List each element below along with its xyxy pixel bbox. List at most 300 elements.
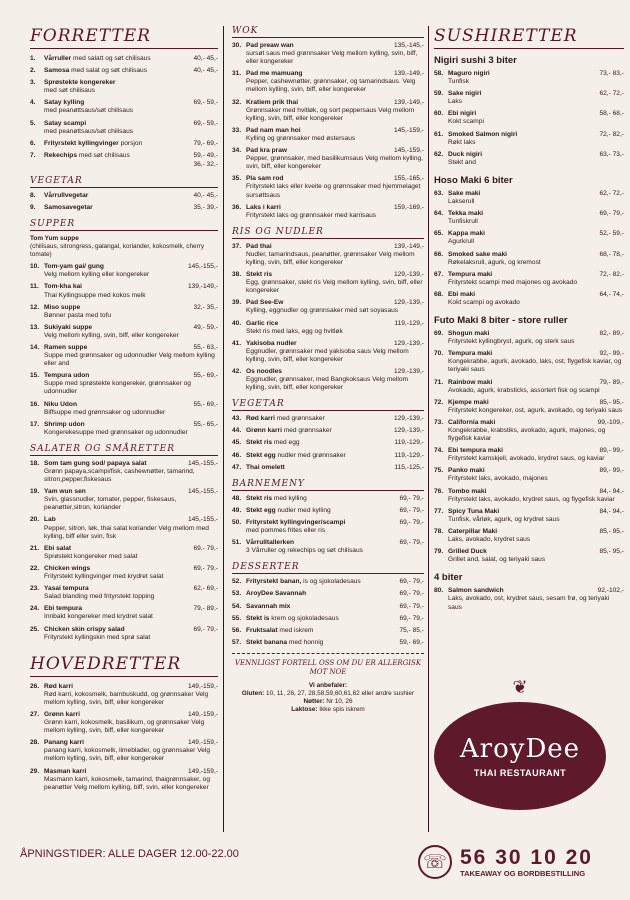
item-description: Thai Kyllingsuppe med kokos melk xyxy=(44,291,146,299)
item-name: Stekt ris xyxy=(246,439,273,447)
item-name-wrap xyxy=(246,271,394,279)
allergy-title: Vi anbefaler: xyxy=(308,681,348,689)
menu-item-row xyxy=(434,70,624,78)
section-title-supper: SUPPER xyxy=(30,219,218,231)
item-name-wrap xyxy=(44,565,193,573)
item-name: Samosavegetar xyxy=(44,204,93,212)
item-name-wrap xyxy=(44,545,193,553)
menu-item xyxy=(434,251,624,267)
item-price: 63,- 73,- xyxy=(599,150,624,158)
item-name-wrap xyxy=(246,452,394,460)
item-name: Os noodles xyxy=(246,368,282,375)
item-description: Suppe med sprøstekte kongereker, grønnsaker og udonnudler xyxy=(44,380,191,396)
item-price: 84,- 94,- xyxy=(599,507,624,515)
menu-item xyxy=(232,639,424,647)
nigiri-title: Nigiri sushi 3 biter xyxy=(434,55,517,66)
futo-list xyxy=(434,330,624,564)
item-price: 69,- 79,- xyxy=(599,210,624,218)
item-number: 25. xyxy=(30,625,40,633)
item-name-wrap xyxy=(246,42,394,50)
section-title-hovedretter: HOVEDRETTER xyxy=(30,654,218,677)
menu-item xyxy=(232,452,424,460)
item-number: 63. xyxy=(434,189,444,197)
menu-item-row xyxy=(434,291,624,299)
item-price: 69,- 59,- xyxy=(193,119,218,127)
menu-item-row xyxy=(30,152,218,160)
item-number: 6. xyxy=(30,139,36,147)
menu-item xyxy=(30,711,218,735)
item-description: Nudler, tamarindsaus, peanøtter, grønnsaker Velg mellom kylling, svin, biff, eller kongereker xyxy=(246,250,415,266)
item-price: 69,- 59,- xyxy=(193,99,218,107)
menu-item xyxy=(434,151,624,167)
phone-number[interactable]: 56 30 10 20 xyxy=(460,845,593,869)
item-name-wrap xyxy=(448,399,599,407)
menu-item xyxy=(434,210,624,226)
item-price: 145,-155,- xyxy=(187,488,218,496)
item-price: 40,- 45,- xyxy=(193,192,218,200)
item-price: 89,- 99,- xyxy=(599,467,624,475)
menu-item-row xyxy=(30,372,218,380)
item-name: Ebi tempura maki xyxy=(448,447,503,455)
menu-item xyxy=(434,379,624,395)
menu-item xyxy=(232,42,424,66)
menu-item-row xyxy=(30,768,218,776)
item-description: Kylling, eggnudler og grønnsaker med søt soyasaus xyxy=(246,307,399,315)
item-name-wrap xyxy=(246,427,394,435)
item-name: Stekt ris xyxy=(246,271,273,279)
item-price: 84,- 94,- xyxy=(599,487,624,495)
item-name: Yasai tempura xyxy=(44,585,89,593)
item-price: 85,- 95,- xyxy=(599,527,624,535)
menu-item-row xyxy=(30,739,218,747)
item-price: 115,-125,- xyxy=(394,463,424,471)
item-price: 73,- 83,- xyxy=(599,70,624,77)
item-extra: med søt chilisaus xyxy=(77,151,130,159)
item-name: Fruktsalat xyxy=(246,626,278,634)
item-number: 14. xyxy=(30,343,40,351)
menu-item xyxy=(232,175,424,199)
menu-item-row xyxy=(434,151,624,159)
item-name-wrap xyxy=(44,401,193,409)
barnemeny-list xyxy=(232,495,424,556)
item-description: Frityrstekt kamskjell, avokado, krydret saus, og kaviar xyxy=(448,455,605,463)
item-name: Sprøstekte kongereker xyxy=(44,79,116,87)
item-price: 139,-149,- xyxy=(393,242,424,250)
item-description: Tunfiskrull xyxy=(448,218,478,226)
item-name: California maki xyxy=(448,418,496,426)
menu-item-row xyxy=(232,70,424,78)
item-price: 69,- 79,- xyxy=(399,614,424,622)
item-name: Tom-kha kai xyxy=(44,283,82,291)
item-description: Eggnudler, grønnsaker, med Bangkoksaus Velg mellom kylling, svin, biff, eller kongereker xyxy=(246,376,409,392)
item-description: Bønner pasta med tofu xyxy=(44,311,112,319)
item-extra: med kylling xyxy=(272,494,307,502)
item-description: Røkelaksrull, agurk, og kremost xyxy=(448,258,541,266)
item-price: 69,- 79,- xyxy=(399,590,424,598)
item-extra: med iskrem xyxy=(277,626,314,634)
item-name-wrap xyxy=(44,488,188,496)
menu-item-row xyxy=(232,590,424,598)
item-number: 59. xyxy=(434,90,444,98)
menu-item-row xyxy=(434,350,624,358)
menu-item xyxy=(30,99,218,115)
hoso-title: Hoso Maki 6 biter xyxy=(434,174,513,186)
item-name-wrap xyxy=(448,230,599,238)
item-name-wrap xyxy=(448,330,599,338)
item-description: Innbakt kongereker med krydret salat xyxy=(44,613,153,621)
item-price: 79,- 69,- xyxy=(193,139,218,147)
item-number: 54. xyxy=(232,602,242,610)
item-price: 72,- 82,- xyxy=(599,130,624,138)
item-price: 62,- 69,- xyxy=(193,585,218,593)
item-description: panang karri, kokosmelk, limeblader, og grønnsaker Velg mellom kylling, svin, biff, eller kongereker xyxy=(44,747,211,763)
menu-item-row xyxy=(434,419,624,427)
menu-item-row xyxy=(30,605,218,613)
item-name: Pad See-Ew xyxy=(246,299,284,307)
item-price: 69,- 79,- xyxy=(193,625,218,633)
item-name-wrap xyxy=(448,587,598,595)
item-number: 35. xyxy=(232,175,242,183)
item-name-wrap xyxy=(44,605,193,613)
item-name-wrap xyxy=(448,251,599,259)
menu-item xyxy=(30,768,218,792)
item-price: 149,-159,- xyxy=(187,682,218,690)
vegetar2-list xyxy=(232,415,424,471)
item-name: Smoked Salmon nigiri xyxy=(448,130,518,138)
item-name: Stekt is xyxy=(246,614,270,622)
item-description: Sprøstekt kongereker med salat xyxy=(44,552,138,560)
item-description: Frityrstekt kyllingvinger med krydret salat xyxy=(44,573,164,581)
menu-item xyxy=(434,350,624,374)
item-number: 55. xyxy=(232,614,242,622)
item-description: Tunfisk xyxy=(448,78,470,86)
menu-item-row xyxy=(232,507,424,515)
item-description: med pommes frites eller ris xyxy=(246,527,326,535)
item-description: Frityrstekt kyllingbryst, agurk, og sterk saus xyxy=(448,338,575,346)
logo-subtitle: THAI RESTAURANT xyxy=(473,768,567,778)
item-name: Miso suppe xyxy=(44,303,81,311)
item-description: Frityrstekt laks, avokado, majones xyxy=(448,475,548,483)
lactose-label: Laktose: xyxy=(291,705,318,713)
item-extra: nudler med kylling xyxy=(275,506,331,514)
menu-item xyxy=(232,615,424,623)
tom-yum-desc: (chilisaus, sitrongress, galangal, koriander, kokosmelk, cherry tomate) xyxy=(30,243,205,259)
item-name-wrap xyxy=(246,519,399,527)
menu-item xyxy=(232,368,424,392)
item-number: 21. xyxy=(30,544,40,552)
menu-item-row xyxy=(30,344,218,352)
item-number: 12. xyxy=(30,303,40,311)
item-name: Ebi tempura xyxy=(44,605,83,613)
item-description: Grillet and, salat, og teriyaki saus xyxy=(448,556,546,564)
menu-item xyxy=(232,320,424,336)
item-name: Vårrulltallerken xyxy=(246,539,295,547)
item-number: 4. xyxy=(30,99,36,107)
item-description: Laks xyxy=(448,98,462,106)
menu-item-row xyxy=(30,192,218,200)
item-name-wrap xyxy=(44,304,193,312)
item-price: 62,- 72,- xyxy=(599,90,624,98)
menu-item-row xyxy=(30,263,218,271)
item-name-wrap xyxy=(44,140,193,148)
item-number: 3. xyxy=(30,79,36,87)
menu-item-row xyxy=(434,587,624,595)
menu-item xyxy=(30,605,218,621)
item-price: 149,-159,- xyxy=(187,710,218,718)
item-name-wrap xyxy=(246,603,399,611)
item-name: Garlic rice xyxy=(246,319,279,327)
item-extra: med grønnsaker xyxy=(274,415,325,423)
item-name: Pad thai xyxy=(246,242,272,250)
item-name: Kappa maki xyxy=(448,230,486,238)
item-price: 72,- 82,- xyxy=(599,270,624,278)
item-description: Frityrstekt laks eller kveite og grønnsaker med hjemmelaget sursøttsaus xyxy=(246,183,421,199)
item-price: 55,- 63,- xyxy=(193,343,218,351)
menu-item-row xyxy=(232,147,424,155)
menu-item xyxy=(30,421,218,437)
item-name: Salmon sandwich xyxy=(448,587,504,595)
item-name-wrap xyxy=(246,320,394,328)
four-list xyxy=(434,587,624,611)
leaf-icon: ❦ xyxy=(512,677,528,697)
item-extra: krem og sjokoladesaus xyxy=(269,614,339,622)
futo-title: Futo Maki 8 biter - store ruller xyxy=(434,315,568,327)
allergy-box xyxy=(232,653,424,714)
menu-item xyxy=(434,271,624,287)
menu-item xyxy=(30,545,218,561)
menu-item xyxy=(30,516,218,540)
item-name-wrap xyxy=(44,768,188,776)
item-extra: med honnig xyxy=(287,638,324,646)
menu-item xyxy=(30,565,218,581)
item-description: Grønn papaya,scampi/fisk, cashewnøtter, tamarind, sitron,pepper,fiskesaus xyxy=(44,468,195,484)
item-number: 72. xyxy=(434,398,444,406)
menu-item-row xyxy=(30,585,218,593)
item-name-wrap xyxy=(246,175,394,183)
item-description: Kongerekesuppe med grønnsaker og udonnudler xyxy=(44,428,188,436)
item-price: 58,- 68,- xyxy=(599,110,624,118)
item-price: 69,- 79,- xyxy=(399,578,424,586)
menu-item-row xyxy=(232,615,424,623)
menu-item-row xyxy=(232,320,424,328)
item-number: 34. xyxy=(232,147,242,155)
item-number: 18. xyxy=(30,459,40,467)
item-description: Tunfisk, vårløk, agurk, og krydret saus xyxy=(448,515,560,523)
item-number: 64. xyxy=(434,210,444,218)
hovedretter-list xyxy=(30,683,218,792)
gluten-label: Gluten: xyxy=(241,689,265,697)
item-description: Kokt scampi xyxy=(448,118,484,126)
item-description: Frityrstekt kongereker, ost, agurk, avokado, og teriyaki saus xyxy=(448,406,623,414)
item-description: Røkt laks xyxy=(448,138,476,146)
item-number: 23. xyxy=(30,585,40,593)
item-price: 85,- 95,- xyxy=(599,548,624,556)
item-description: Pepper, grønnsaker, med basilikumsaus Velg mellom kylling, svin, biff, eller kongereker xyxy=(246,155,424,171)
item-name-wrap xyxy=(246,70,394,78)
menu-item xyxy=(30,304,218,320)
item-number: 1. xyxy=(30,55,36,62)
item-price: 119,-129,- xyxy=(394,439,424,447)
phone-block xyxy=(418,838,618,886)
item-number: 2. xyxy=(30,67,36,75)
item-name: Tekka maki xyxy=(448,210,484,218)
item-name-wrap xyxy=(44,55,193,63)
tom-yum-name: Tom Yum suppe xyxy=(30,235,79,243)
item-number: 56. xyxy=(232,626,242,634)
salater-list xyxy=(30,460,218,642)
menu-item-row xyxy=(434,110,624,118)
menu-item xyxy=(30,460,218,484)
item-description: Pepper, cashewnøtter, grønnsaker, og tamarindsaus. Velg mellom kylling, svin, biff, eller kongereker xyxy=(246,78,416,94)
menu-item xyxy=(30,344,218,368)
item-name-wrap xyxy=(448,467,599,475)
menu-item-row xyxy=(434,379,624,387)
item-number: 17. xyxy=(30,420,40,428)
item-name-wrap xyxy=(448,110,599,118)
item-name-wrap xyxy=(44,344,193,352)
menu-item xyxy=(232,439,424,447)
menu-item-row xyxy=(434,508,624,516)
item-number: 51. xyxy=(232,539,242,547)
item-price: 129,-139,- xyxy=(393,368,424,375)
menu-item xyxy=(232,415,424,423)
item-number: 8. xyxy=(30,192,36,200)
menu-item xyxy=(434,190,624,206)
item-name: Rød karri xyxy=(246,415,275,423)
menu-item-row xyxy=(232,578,424,586)
menu-item xyxy=(30,204,218,212)
logo xyxy=(420,677,620,822)
menu-item-row xyxy=(232,539,424,547)
item-extra: nudler med grønnsaker xyxy=(275,451,346,459)
menu-item xyxy=(434,399,624,415)
nuts-label: Nøtter: xyxy=(303,697,325,705)
item-number: 74. xyxy=(434,447,444,455)
section-title-barnemeny: BARNEMENY xyxy=(232,479,424,491)
item-number: 43. xyxy=(232,415,242,423)
menu-item-row xyxy=(434,399,624,407)
item-number: 48. xyxy=(232,494,242,502)
logo-badge xyxy=(434,677,606,810)
menu-item xyxy=(434,419,624,443)
item-name: Vårrullvegetar xyxy=(44,192,89,200)
phone-icon: ☏ xyxy=(418,845,452,879)
menu-item-row xyxy=(434,330,624,338)
menu-item-row xyxy=(232,204,424,212)
nigiri-list xyxy=(434,70,624,167)
item-number: 57. xyxy=(232,638,242,646)
item-number: 79. xyxy=(434,548,444,556)
item-price: 79,- 89,- xyxy=(599,378,624,386)
menu-item-row xyxy=(30,401,218,409)
item-number: 5. xyxy=(30,119,36,127)
menu-item-row xyxy=(434,271,624,279)
item-number: 49. xyxy=(232,506,242,514)
item-description: Frityrstekt kyllingskin med sprø salat xyxy=(44,633,151,641)
menu-item xyxy=(434,488,624,504)
menu-item-row xyxy=(30,304,218,312)
item-number: 46. xyxy=(232,451,242,459)
item-name-wrap xyxy=(246,243,394,251)
item-number: 75. xyxy=(434,467,444,475)
menu-item-row xyxy=(30,565,218,573)
item-name: Frityrstekt banan, xyxy=(246,578,302,586)
item-name: Frityrstekt kyllingvinger/scampi xyxy=(246,518,346,526)
item-name-wrap xyxy=(448,131,599,139)
item-number: 69. xyxy=(434,330,444,338)
item-name-wrap xyxy=(44,626,193,634)
menu-item xyxy=(30,120,218,136)
menu-item xyxy=(30,192,218,200)
item-name-wrap xyxy=(44,683,188,691)
menu-item xyxy=(434,508,624,524)
item-name-wrap xyxy=(246,627,399,635)
menu-item-row xyxy=(434,210,624,218)
item-number: 80. xyxy=(434,587,444,595)
item-name: Tempura maki xyxy=(448,270,493,278)
item-description: Avokado, agurk, krabsticks, assortert fisk og scampi xyxy=(448,386,600,394)
item-price: 129,-139,- xyxy=(393,415,424,423)
column-left xyxy=(30,26,218,796)
menu-item-row xyxy=(434,90,624,98)
menu-item-row xyxy=(30,626,218,634)
item-name: Rekechips xyxy=(44,151,77,159)
menu-item-row xyxy=(30,460,218,468)
item-price: 40,- 45,- xyxy=(193,67,218,75)
item-name-wrap xyxy=(44,739,188,747)
menu-item xyxy=(232,243,424,267)
menu-item-row xyxy=(30,67,218,75)
item-name: Sukiyaki suppe xyxy=(44,323,93,331)
item-number: 62. xyxy=(434,150,444,158)
menu-item xyxy=(30,152,218,160)
menu-item xyxy=(232,603,424,611)
item-price: 69,- 79,- xyxy=(193,544,218,552)
item-price: 69,- 79,- xyxy=(399,506,424,514)
wok-list xyxy=(232,42,424,220)
item-price: 145,-159,- xyxy=(393,147,424,155)
item-name: Smoked sake maki xyxy=(448,250,508,258)
item-number: 47. xyxy=(232,463,242,471)
menu-item-row xyxy=(30,55,218,63)
item-name-wrap xyxy=(44,421,193,429)
menu-item-row xyxy=(30,711,218,719)
column-middle xyxy=(232,26,424,714)
menu-item-row xyxy=(30,421,218,429)
menu-item xyxy=(232,507,424,515)
item-name-wrap xyxy=(448,350,599,358)
item-description: Laks, avokado, ost, krydret saus, sesam frø, og teriyaki saus xyxy=(448,595,610,611)
item-name: Tempura udon xyxy=(44,372,90,380)
menu-item-row xyxy=(30,516,218,524)
item-name: Duck nigiri xyxy=(448,150,483,158)
item-number: 19. xyxy=(30,488,40,496)
item-price: 69,- 79,- xyxy=(193,564,218,572)
section-title-vegetar2: VEGETAR xyxy=(232,399,424,411)
item-number: 32. xyxy=(232,98,242,106)
menu-item xyxy=(434,70,624,86)
menu-item xyxy=(30,55,218,63)
menu-item-row xyxy=(30,283,218,291)
item-name-wrap xyxy=(44,372,193,380)
item-number: 9. xyxy=(30,204,36,212)
item-name: Ebi salat xyxy=(44,544,72,552)
item-price: 139,-149,- xyxy=(393,70,424,78)
item-name: Kratiem prik thai xyxy=(246,98,299,106)
item-name: Tombo maki xyxy=(448,487,487,495)
item-name-wrap xyxy=(448,379,599,387)
menu-item-row xyxy=(232,427,424,435)
